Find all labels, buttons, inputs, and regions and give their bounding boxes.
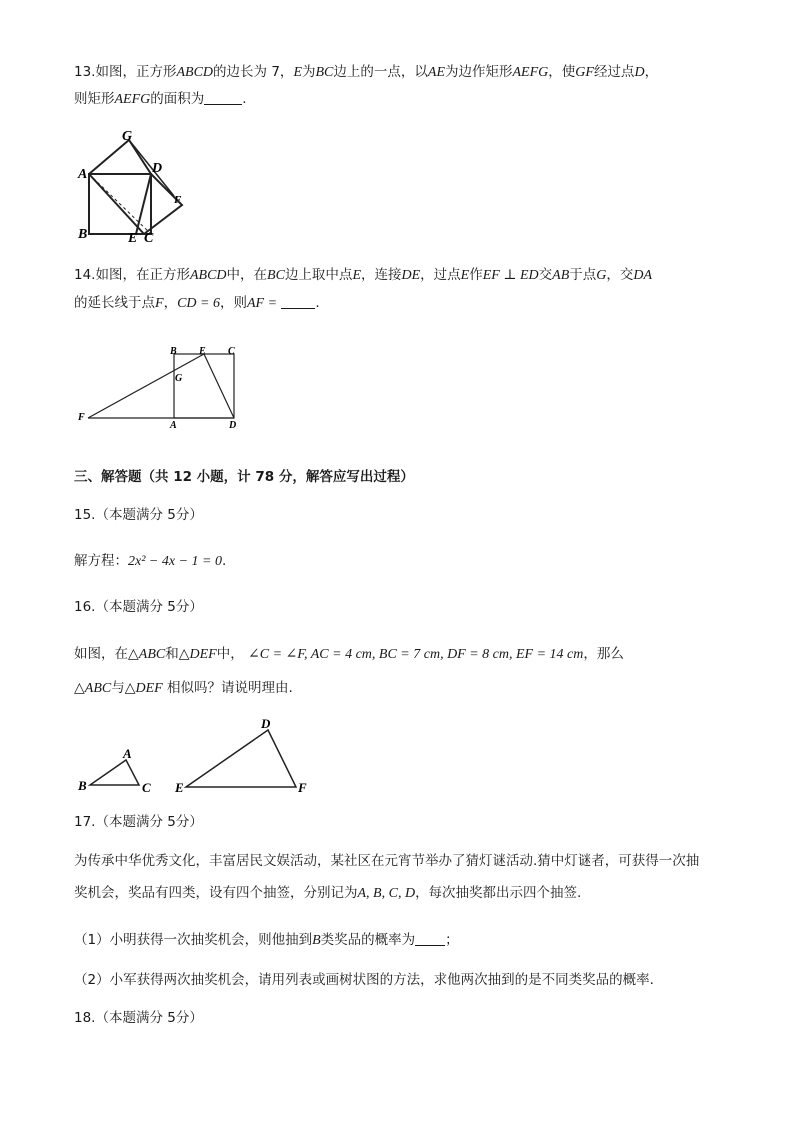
math: DA [633, 268, 653, 283]
math: AB [552, 268, 570, 283]
label-b: B [78, 778, 87, 793]
label-d: D [229, 420, 237, 430]
text: 则矩形 [74, 91, 115, 107]
section-heading: 三、解答题（共 12 小题，计 78 分，解答应写出过程） [74, 469, 414, 485]
math: DE [401, 268, 421, 283]
math: AEFG [114, 92, 151, 107]
question-number: 13. [74, 64, 96, 80]
math: △DEF [178, 647, 217, 662]
text: 的边长为 7， [213, 64, 294, 80]
text: 中，在 [226, 267, 268, 283]
text: 的面积为 [150, 91, 205, 107]
q17-sub1 [74, 931, 459, 950]
text: ，每次抽奖都出示四个抽签. [415, 885, 582, 901]
segment-dc-ext [136, 174, 151, 234]
text: . [221, 553, 227, 569]
q16-figure [74, 714, 324, 800]
text: 为 [302, 64, 316, 80]
q17-head: 17.（本题满分 5分） [74, 814, 203, 830]
answer-blank [415, 931, 445, 946]
text: 与 [111, 680, 125, 696]
answer-blank [204, 90, 242, 105]
label-f: F [78, 412, 85, 423]
label-f: F [298, 780, 307, 795]
math: GF [575, 65, 594, 80]
text: 经过点 [593, 64, 635, 80]
math: AE [427, 65, 445, 80]
label-b: B [170, 346, 177, 357]
math: BC [315, 65, 334, 80]
text: 为边作矩形 [445, 64, 513, 80]
text: 于点 [569, 267, 597, 283]
text: （1）小明获得一次抽奖机会，则他抽到 [74, 932, 313, 948]
q15-head: 15.（本题满分 5分） [74, 507, 203, 523]
label-g: G [175, 373, 183, 384]
q16-line1 [74, 645, 624, 664]
text: 边上取中点 [284, 267, 353, 283]
text: ，连接 [361, 267, 402, 283]
text: 作 [469, 267, 483, 283]
math: E [352, 268, 361, 283]
text: 类奖品的概率为 [320, 932, 416, 948]
label-e: E [128, 231, 138, 244]
diagonal-ac [89, 174, 151, 234]
math: AEFG [512, 65, 549, 80]
square-bcda [174, 354, 234, 418]
equation: 2x² − 4x − 1 = 0 [128, 554, 222, 569]
label-g: G [122, 129, 133, 144]
label-c: C [142, 780, 151, 795]
text: 和 [165, 646, 179, 662]
math: EF ⊥ ED [482, 268, 539, 283]
math: F [155, 296, 164, 311]
math: △ABC [74, 681, 112, 696]
text: . [242, 91, 247, 107]
text: 如图，在正方形 [95, 267, 190, 283]
segment-ef [88, 354, 204, 418]
math: A, B, C, D [357, 886, 416, 901]
label-c: C [144, 231, 154, 244]
math: D [634, 65, 645, 80]
text: 奖机会，奖品有四类，设有四个抽签，分别记为 [74, 885, 358, 901]
q15-line [74, 552, 226, 571]
text: ， [644, 64, 659, 80]
q13-line1 [74, 63, 658, 82]
math: B [312, 933, 321, 948]
label-f: F [174, 194, 182, 206]
q13-figure [74, 126, 192, 244]
math: ∠C = ∠F, AC = 4 cm, BC = 7 cm, DF = 8 cm, EF = 14 cm [248, 647, 584, 662]
math: △DEF [124, 681, 163, 696]
text: . [315, 295, 320, 311]
text: ，交 [606, 267, 634, 283]
triangle-def [186, 730, 296, 787]
label-c: C [228, 346, 235, 357]
q13-line2 [74, 90, 247, 109]
q17-sub2: （2）小军获得两次抽奖机会，请用列表或画树状图的方法，求他两次抽到的是不同类奖品的概率. [74, 972, 654, 988]
math: E [293, 65, 302, 80]
q14-line1 [74, 266, 652, 285]
math: △ABC [128, 647, 166, 662]
triangle-abc [90, 760, 139, 785]
label-a: A [123, 746, 132, 761]
label-e: E [199, 346, 206, 357]
text: ，过点 [420, 267, 461, 283]
math: BC [267, 268, 285, 283]
math: G [596, 268, 607, 283]
q17-para1: 为传承中华优秀文化，丰富居民文娱活动，某社区在元宵节举办了猜灯谜活动.猜中灯谜者，可获得一次抽 [74, 853, 700, 869]
text: 相似吗？请说明理由. [167, 680, 293, 696]
text: 边上的一点，以 [333, 64, 428, 80]
label-e: E [175, 780, 184, 795]
q16-line2 [74, 679, 293, 698]
label-d: D [152, 161, 163, 176]
math: AF = [246, 296, 278, 311]
text: ， [163, 295, 178, 311]
answer-blank [281, 294, 315, 309]
math: CD = 6 [177, 296, 220, 311]
math: ABCD [189, 268, 227, 283]
text: ； [445, 932, 459, 948]
q18-head: 18.（本题满分 5分） [74, 1010, 203, 1026]
text: 中， [216, 646, 244, 662]
text: ，使 [548, 64, 576, 80]
math: E [460, 268, 470, 283]
q17-para2 [74, 884, 581, 903]
q14-figure [74, 344, 244, 430]
q14-line2 [74, 294, 320, 313]
math: ABCD [176, 65, 214, 80]
label-d: D [261, 716, 271, 731]
q16-head: 16.（本题满分 5分） [74, 599, 203, 615]
question-number: 14. [74, 267, 96, 283]
label-a: A [78, 167, 88, 182]
label-b: B [78, 227, 88, 242]
label-a: A [170, 420, 177, 430]
text: 交 [538, 267, 553, 283]
segment-ae [89, 174, 144, 234]
text: 如图，正方形 [95, 64, 177, 80]
text: 如图，在 [74, 646, 128, 662]
text: ，那么 [583, 646, 624, 662]
text: 的延长线于点 [74, 295, 155, 311]
segment-ed [204, 354, 234, 418]
text: 解方程： [74, 553, 128, 569]
text: ，则 [219, 295, 247, 311]
